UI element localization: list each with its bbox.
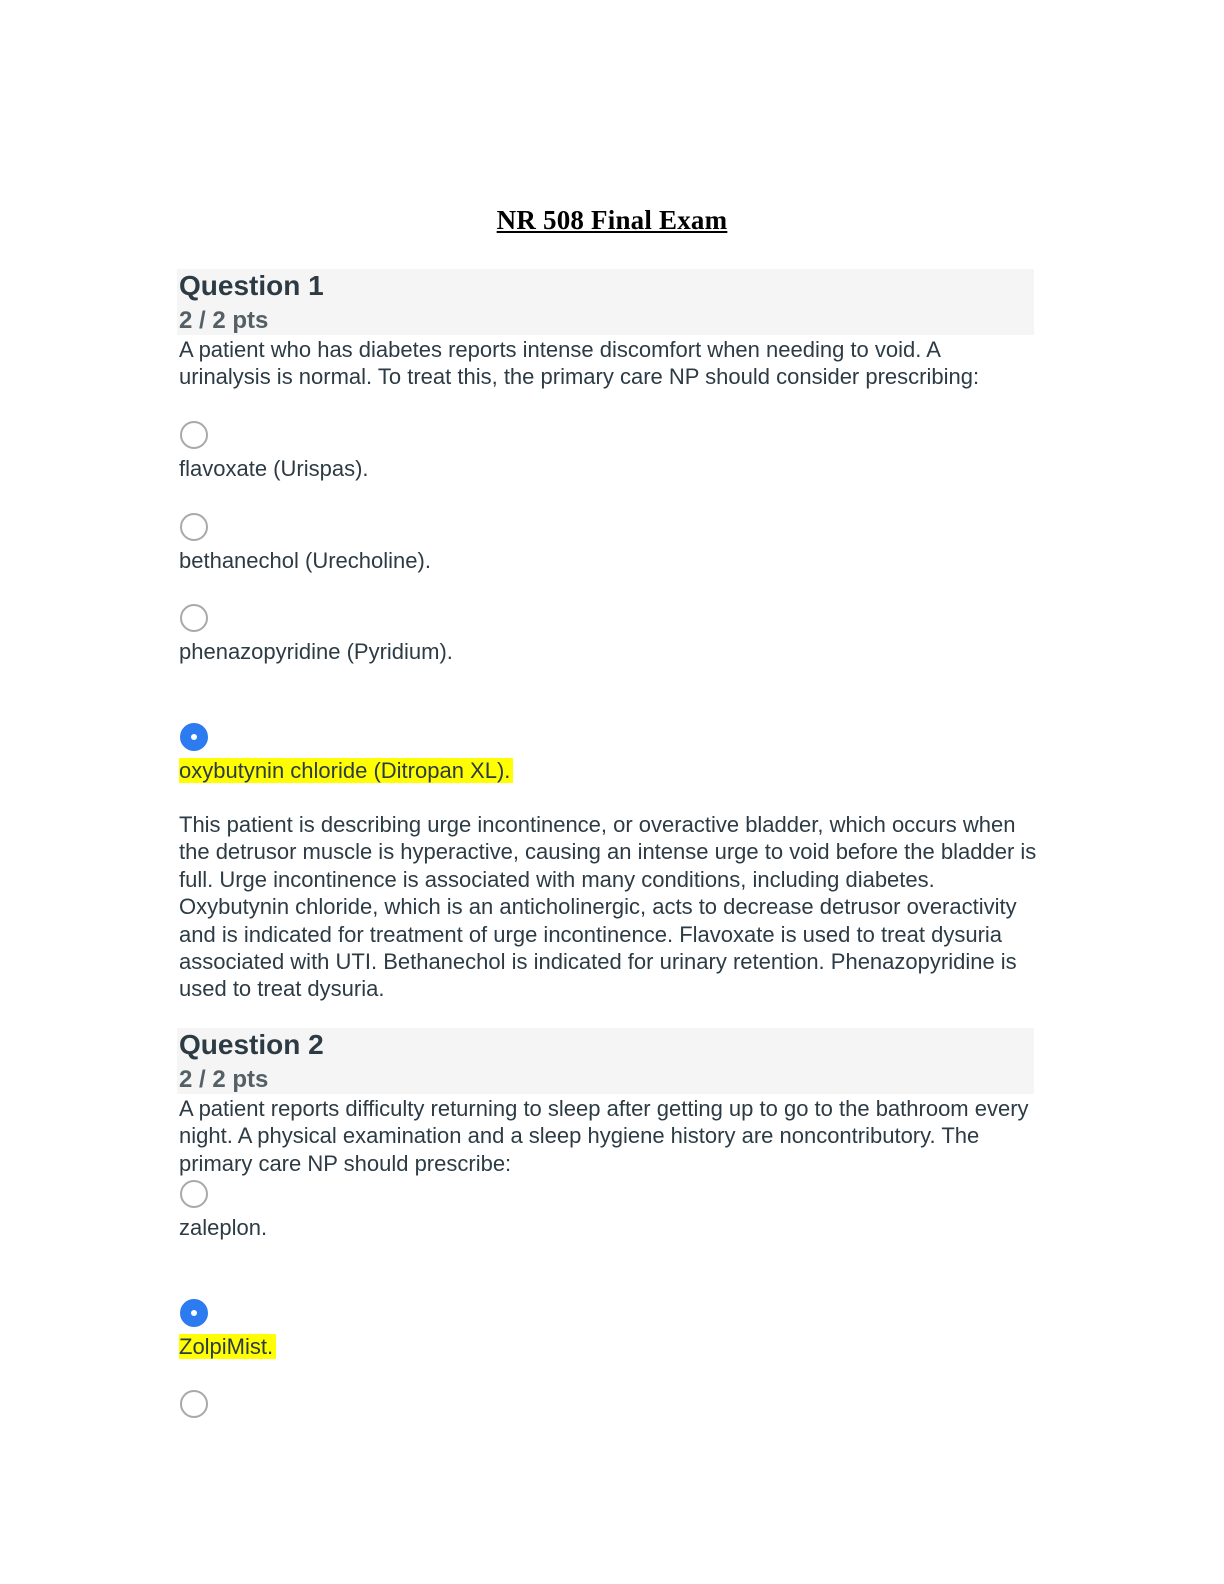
question-1-explanation: This patient is describing urge incontinence, or overactive bladder, which occurs when the detrusor muscle is hyperactive, causing an intense urge to void before the bladder is full. Urge incontinence is associated with many conditions, including diabetes. Oxybutynin chloride, which is an anticholinergic, acts to decrease detrusor overactivity and is indicated for treatment of urge incontinence. Flavoxate is used to treat dysuria associated with UTI. Bethanechol is indicated for urinary retention. Phenazopyridine is used to treat dysuria. [179, 812, 1037, 1002]
question-2-option-1-radio[interactable] [180, 1180, 208, 1208]
question-2-option-2-label[interactable] [179, 1333, 276, 1360]
question-1-option-3-label[interactable]: phenazopyridine (Pyridium). [179, 639, 453, 664]
question-1-title: Question 1 [179, 270, 324, 301]
question-2-points: 2 / 2 pts [179, 1066, 269, 1093]
question-2-option-3-radio[interactable] [180, 1390, 208, 1418]
question-1-points: 2 / 2 pts [179, 307, 269, 334]
question-1-option-3-radio[interactable] [180, 604, 208, 632]
question-1-option-4-label[interactable] [179, 757, 513, 784]
question-2-title: Question 2 [179, 1029, 324, 1060]
question-2-option-2-radio-selected[interactable] [180, 1299, 208, 1327]
question-2-prompt: A patient reports difficulty returning to sleep after getting up to go to the bathroom every night. A physical examination and a sleep hygiene history are noncontributory. The primary care NP should prescribe: [179, 1096, 1029, 1176]
document-title: NR 508 Final Exam [496, 205, 728, 235]
question-1-option-2-radio[interactable] [180, 513, 208, 541]
question-1-prompt: A patient who has diabetes reports intense discomfort when needing to void. A urinalysis is normal. To treat this, the primary care NP should consider prescribing: [179, 337, 980, 390]
question-2-option-1-label[interactable]: zaleplon. [179, 1215, 268, 1240]
question-1-option-1-radio[interactable] [180, 421, 208, 449]
question-1-option-1-label[interactable]: flavoxate (Urispas). [179, 456, 369, 481]
question-1-option-4-radio-selected[interactable] [180, 723, 208, 751]
selected-answer-highlight: oxybutynin chloride (Ditropan XL). [179, 758, 513, 783]
selected-answer-highlight: ZolpiMist. [179, 1334, 276, 1359]
question-1-option-2-label[interactable]: bethanechol (Urecholine). [179, 548, 431, 573]
